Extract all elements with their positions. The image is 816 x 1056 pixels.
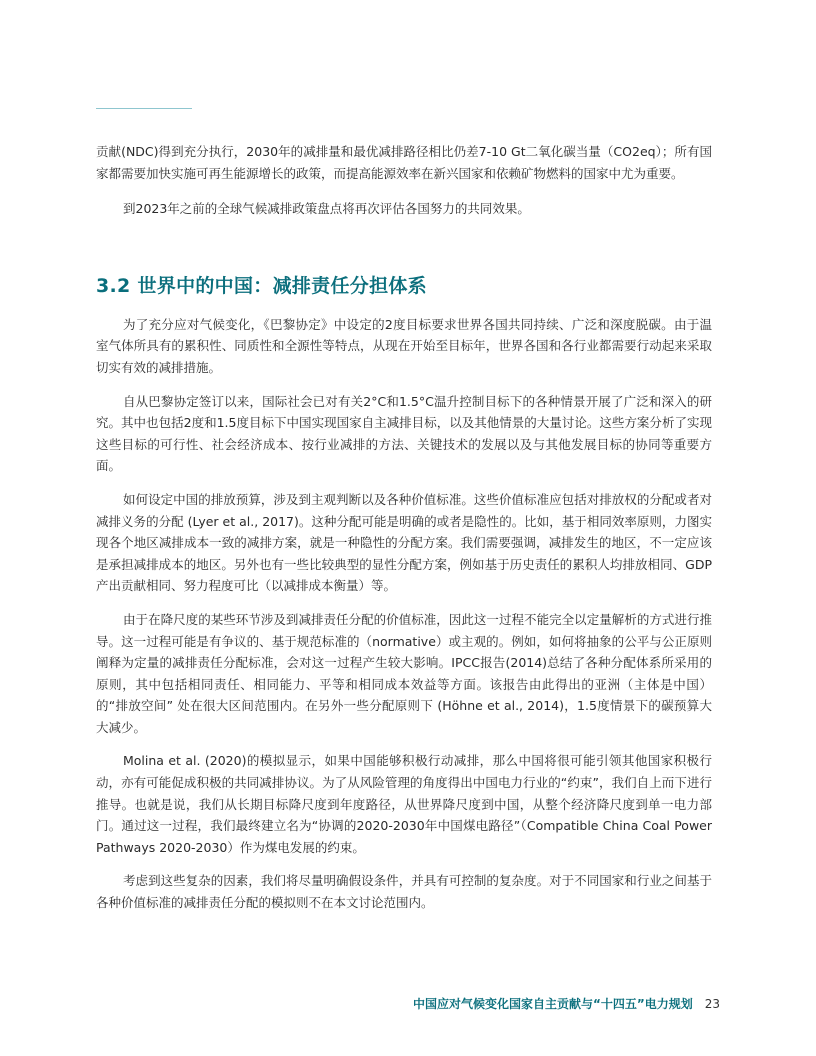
section-paragraph-4: 由于在降尺度的某些环节涉及到减排责任分配的价值标准，因此这一过程不能完全以定量解析的方式进行推导。这一过程可能是有争议的、基于规范标准的（normative）或主观的。例如，如何将抽象的公平与公正原则阐释为定量的减排责任分配标准，会对这一过程产生较大影响。IPCC报告(2014)总结了各种分配体系所采用的原则，其中包括相同责任、相同能力、平等和相同成本效益等方面。该报告由此得出的亚洲（主体是中国）的“排放空间” 处在很大区间范围内。在另外一些分配原则下 (Höhne et al., 2014)，1.5度情景下的碳预算大大减少。 [96, 611, 712, 735]
intro-paragraph-2: 到2023年之前的全球气候减排政策盘点将再次评估各国努力的共同效果。 [123, 201, 530, 217]
section-paragraph-6: 考虑到这些复杂的因素，我们将尽量明确假设条件，并具有可控制的复杂度。对于不同国家和行业之间基于各种价值标准的减排责任分配的模拟则不在本文讨论范围内。 [96, 873, 712, 911]
section-heading: 3.2 世界中的中国：减排责任分担体系 [96, 274, 427, 297]
intro-paragraph-1: 贡献(NDC)得到充分执行，2030年的减排量和最优减排路径相比仍差7-10 Gt二氧化碳当量（CO2eq）；所有国家都需要加快实施可再生能源增长的政策，而提高能源效率在新兴国家和依赖矿物燃料的国家中尤为重要。 [96, 144, 712, 181]
section-paragraph-3: 如何设定中国的排放预算，涉及到主观判断以及各种价值标准。这些价值标准应包括对排放权的分配或者对减排义务的分配 (Lyer et al., 2017)。这种分配可能是明确的或者是隐性的。比如，基于相同效率原则，力图实现各个地区减排成本一致的减排方案，就是一种隐性的分配方案。我们需要强调，减排发生的地区，不一定应该是承担减排成本的地区。另外也有一些比较典型的显性分配方案，例如基于历史责任的累积人均排放相同、GDP产出贡献相同、努力程度可比（以减排成本衡量）等。 [96, 491, 712, 594]
section-paragraph-2: 自从巴黎协定签订以来，国际社会已对有关2°C和1.5°C温升控制目标下的各种情景开展了广泛和深入的研究。其中也包括2度和1.5度目标下中国实现国家自主减排目标，以及其他情景的大量讨论。这些方案分析了实现这些目标的可行性、社会经济成本、按行业减排的方法、关键技术的发展以及与其他发展目标的协同等重要方面。 [96, 393, 712, 474]
page-footer [413, 994, 720, 1014]
footer-title: 中国应对气候变化国家自主贡献与“十四五”电力规划 [412, 997, 693, 1011]
top-divider [96, 108, 192, 109]
section-paragraph-1: 为了充分应对气候变化，《巴黎协定》中设定的2度目标要求世界各国共同持续、广泛和深度脱碳。由于温室气体所具有的累积性、同质性和全源性等特点，从现在开始至目标年，世界各国和各行业都需要行动起来采取切实有效的减排措施。 [96, 316, 712, 375]
section-paragraph-5: Molina et al. (2020)的模拟显示，如果中国能够积极行动减排，那么中国将很可能引领其他国家积极行动，亦有可能促成积极的共同减排协议。为了从风险管理的角度得出中国电力行业的“约束”，我们自上而下进行推导。也就是说，我们从长期目标降尺度到年度路径，从世界降尺度到中国，从整个经济降尺度到单一电力部门。通过这一过程，我们最终建立名为“协调的2020-2030年中国煤电路径”（Compatible China Coal Power Pathways 2020-2030）作为煤电发展的约束。 [96, 753, 712, 855]
page-content [96, 141, 712, 914]
page-number: 23 [704, 997, 720, 1011]
